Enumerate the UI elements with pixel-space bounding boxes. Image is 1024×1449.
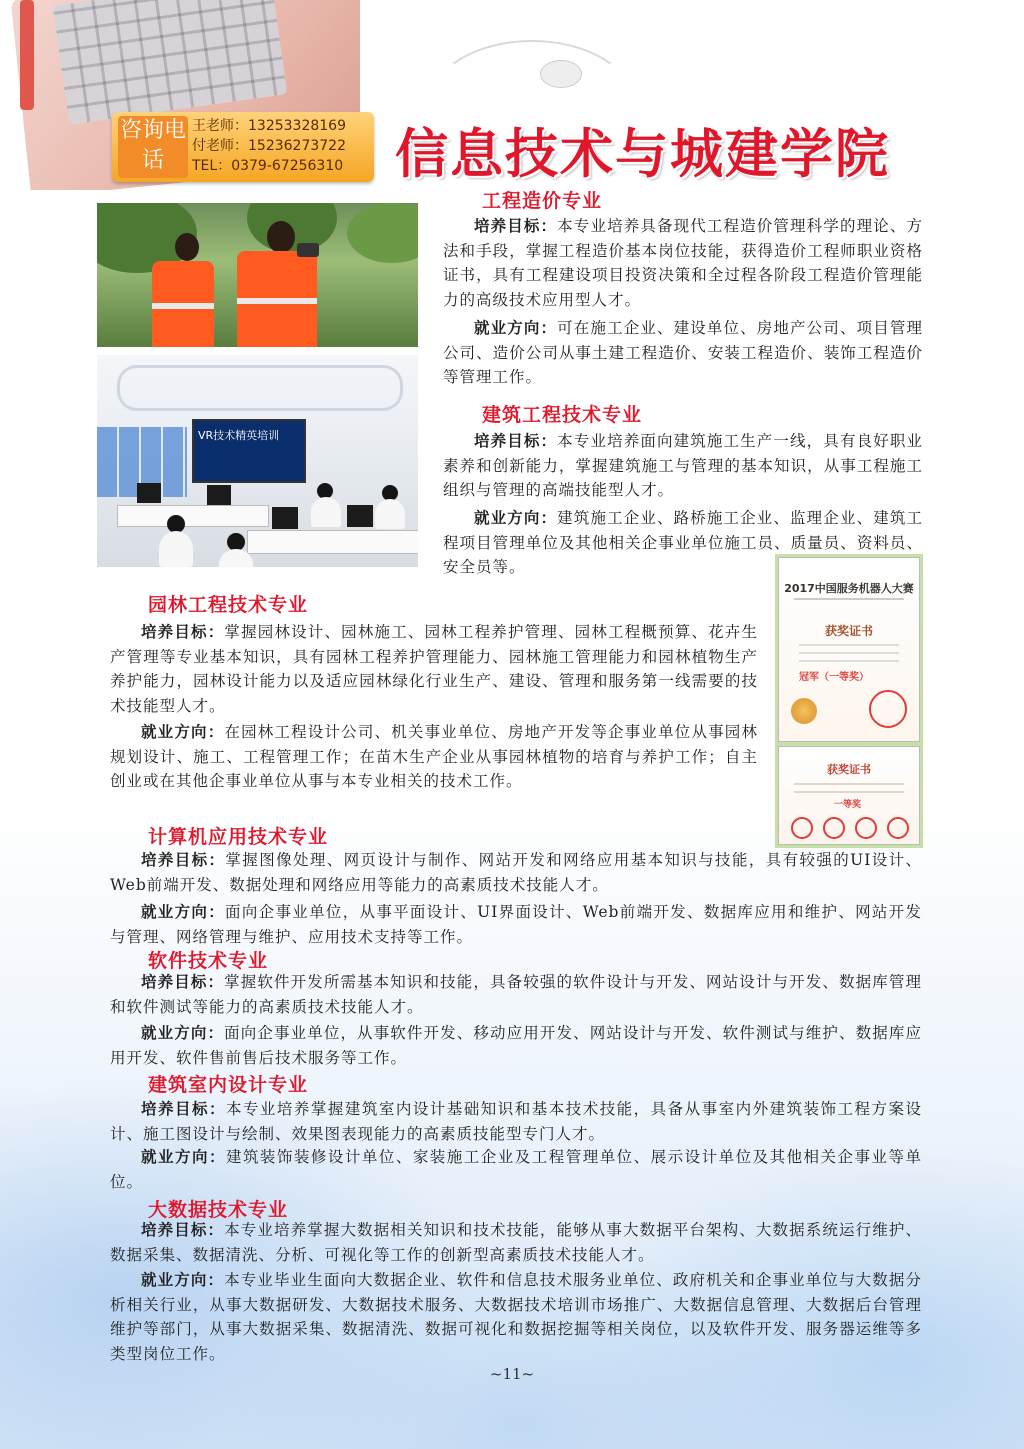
consult-lines — [192, 116, 346, 176]
goal-label: 培养目标： — [141, 973, 225, 991]
section-goal — [110, 970, 922, 1019]
goal-text: 本专业培养掌握大数据相关知识和技术技能，能够从事大数据平台架构、大数据系统运行维护、数据采集、数据清洗、分析、可视化等工作的创新型高素质技术技能人才。 — [110, 1221, 922, 1264]
goal-text: 本专业培养面向建筑施工生产一线，具有良好职业素养和创新能力，掌握建筑施工与管理的基本知识，从事工程施工组织与管理的高端技能型人才。 — [443, 432, 923, 499]
computer-lab-photo — [97, 355, 418, 567]
job-text: 本专业毕业生面向大数据企业、软件和信息技术服务业单位、政府机关和企事业单位与大数据分析相关行业，从事大数据研发、大数据技术服务、大数据技术培训市场推广、大数据信息管理、大数据后台管理维护等部门，从事大数据采集、数据清洗、数据可视化和数据挖掘等相关岗位，以及软件开发、服务器运维等多类型岗位工作。 — [110, 1271, 922, 1363]
consult-line: 付老师：15236273722 — [192, 138, 346, 154]
goal-text: 掌握软件开发所需基本知识和技能，具备较强的软件设计与开发、网站设计与开发、数据库管理和软件测试等能力的高素质技术技能人才。 — [110, 973, 922, 1016]
job-text: 面向企事业单位，从事平面设计、UI界面设计、Web前端开发、数据库应用和维护、网站开发与管理、网络管理与维护、应用技术支持等工作。 — [110, 903, 922, 946]
section-title: 软件技术专业 — [148, 950, 269, 972]
award-certificate — [778, 746, 920, 845]
job-text: 可在施工企业、建设单位、房地产公司、项目管理公司、造价公司从事土建工程造价、安装工程造价、装饰工程造价等管理工作。 — [443, 319, 923, 386]
job-label: 就业方向： — [141, 1271, 225, 1289]
job-label: 就业方向： — [141, 903, 226, 921]
consult-tag: 咨询电话 — [118, 116, 188, 178]
goal-label: 培养目标： — [141, 623, 225, 641]
section-title: 建筑室内设计专业 — [148, 1074, 309, 1096]
lab-screen-caption: VR技术精英培训 — [198, 429, 280, 442]
section-job — [443, 506, 923, 580]
job-text: 建筑施工企业、路桥施工企业、监理企业、建筑工程项目管理单位及其他相关企事业单位施工员、质量员、资料员、安全员等。 — [443, 509, 923, 576]
job-label: 就业方向： — [141, 1024, 225, 1042]
goal-text: 掌握图像处理、网页设计与制作、网站开发和网络应用基本知识与技能，具有较强的UI设计、Web前端开发、数据处理和网络应用等能力的高素质技术技能人才。 — [110, 851, 922, 894]
section-goal — [443, 214, 923, 312]
goal-text: 本专业培养掌握建筑室内设计基础知识和基本技术技能，具备从事室内外建筑装饰工程方案设计、施工图设计与绘制、效果图表现能力的高素质技能型专门人才。 — [110, 1100, 922, 1143]
job-text: 面向企事业单位，从事软件开发、移动应用开发、网站设计与开发、软件测试与维护、数据库应用开发、软件售前售后技术服务等工作。 — [110, 1024, 922, 1067]
section-goal — [110, 620, 758, 718]
goal-label: 培养目标： — [141, 1100, 226, 1118]
section-title: 工程造价专业 — [482, 190, 603, 212]
section-job — [110, 900, 922, 949]
goal-label: 培养目标： — [474, 217, 558, 235]
section-goal — [443, 429, 923, 503]
job-text: 建筑装饰装修设计单位、家装施工企业及工程管理单位、展示设计单位及其他相关企事业等单位。 — [110, 1148, 922, 1191]
section-title: 园林工程技术专业 — [148, 594, 309, 616]
section-title: 计算机应用技术专业 — [148, 826, 329, 848]
robot-contest-certificate — [778, 557, 920, 742]
cert1-subtitle: 获奖证书 — [824, 624, 873, 638]
goal-label: 培养目标： — [474, 432, 558, 450]
job-label: 就业方向： — [141, 723, 225, 741]
section-job — [110, 1145, 922, 1194]
goal-label: 培养目标： — [141, 1221, 225, 1239]
section-job — [110, 1021, 922, 1070]
section-goal — [110, 1218, 922, 1267]
section-job — [443, 316, 923, 390]
cert2-title: 获奖证书 — [827, 763, 871, 776]
job-label: 就业方向： — [141, 1148, 226, 1166]
lab-screen — [192, 419, 306, 483]
section-goal — [110, 848, 922, 897]
page-title: 信息技术与城建学院 — [395, 124, 890, 185]
section-job — [110, 720, 758, 794]
consult-phone-box — [112, 112, 374, 182]
goal-label: 培养目标： — [141, 851, 226, 869]
consult-line: 王老师：13253328169 — [192, 118, 346, 134]
consult-line: TEL：0379-67256310 — [192, 158, 344, 174]
section-job — [110, 1268, 922, 1366]
cert1-title: 2017中国服务机器人大赛 — [784, 582, 914, 595]
cert1-award: 冠军（一等奖） — [799, 672, 869, 683]
section-title: 建筑工程技术专业 — [482, 404, 643, 426]
goal-text: 掌握园林设计、园林施工、园林工程养护管理、园林工程概预算、花卉生产管理等专业基本知识，具有园林工程养护管理能力、园林施工管理能力和园林植物生产养护能力，园林设计能力以及适应园林绿化行业生产、建设、管理和服务第一线需要的技术技能型人才。 — [110, 623, 758, 715]
section-title: 大数据技术专业 — [148, 1199, 289, 1221]
job-label: 就业方向： — [474, 319, 558, 337]
job-text: 在园林工程设计公司、机关事业单位、房地产开发等企事业单位从事园林规划设计、施工、工程管理工作；在苗木生产企业从事园林植物的培育与养护工作；自主创业或在其他企事业单位从事与本专业相关的技术工作。 — [110, 723, 758, 790]
cert2-award: 一等奖 — [834, 800, 862, 810]
page-number: ~11~ — [489, 1365, 535, 1383]
surveying-students-photo — [97, 203, 418, 347]
job-label: 就业方向： — [474, 509, 558, 527]
goal-text: 本专业培养具备现代工程造价管理科学的理论、方法和手段，掌握工程造价基本岗位技能，获得造价工程师职业资格证书，具有工程建设项目投资决策和全过程各阶段工程造价管理能力的高级技术应用型人才。 — [443, 217, 923, 309]
section-goal — [110, 1097, 922, 1146]
mouse-decoration — [540, 60, 582, 88]
